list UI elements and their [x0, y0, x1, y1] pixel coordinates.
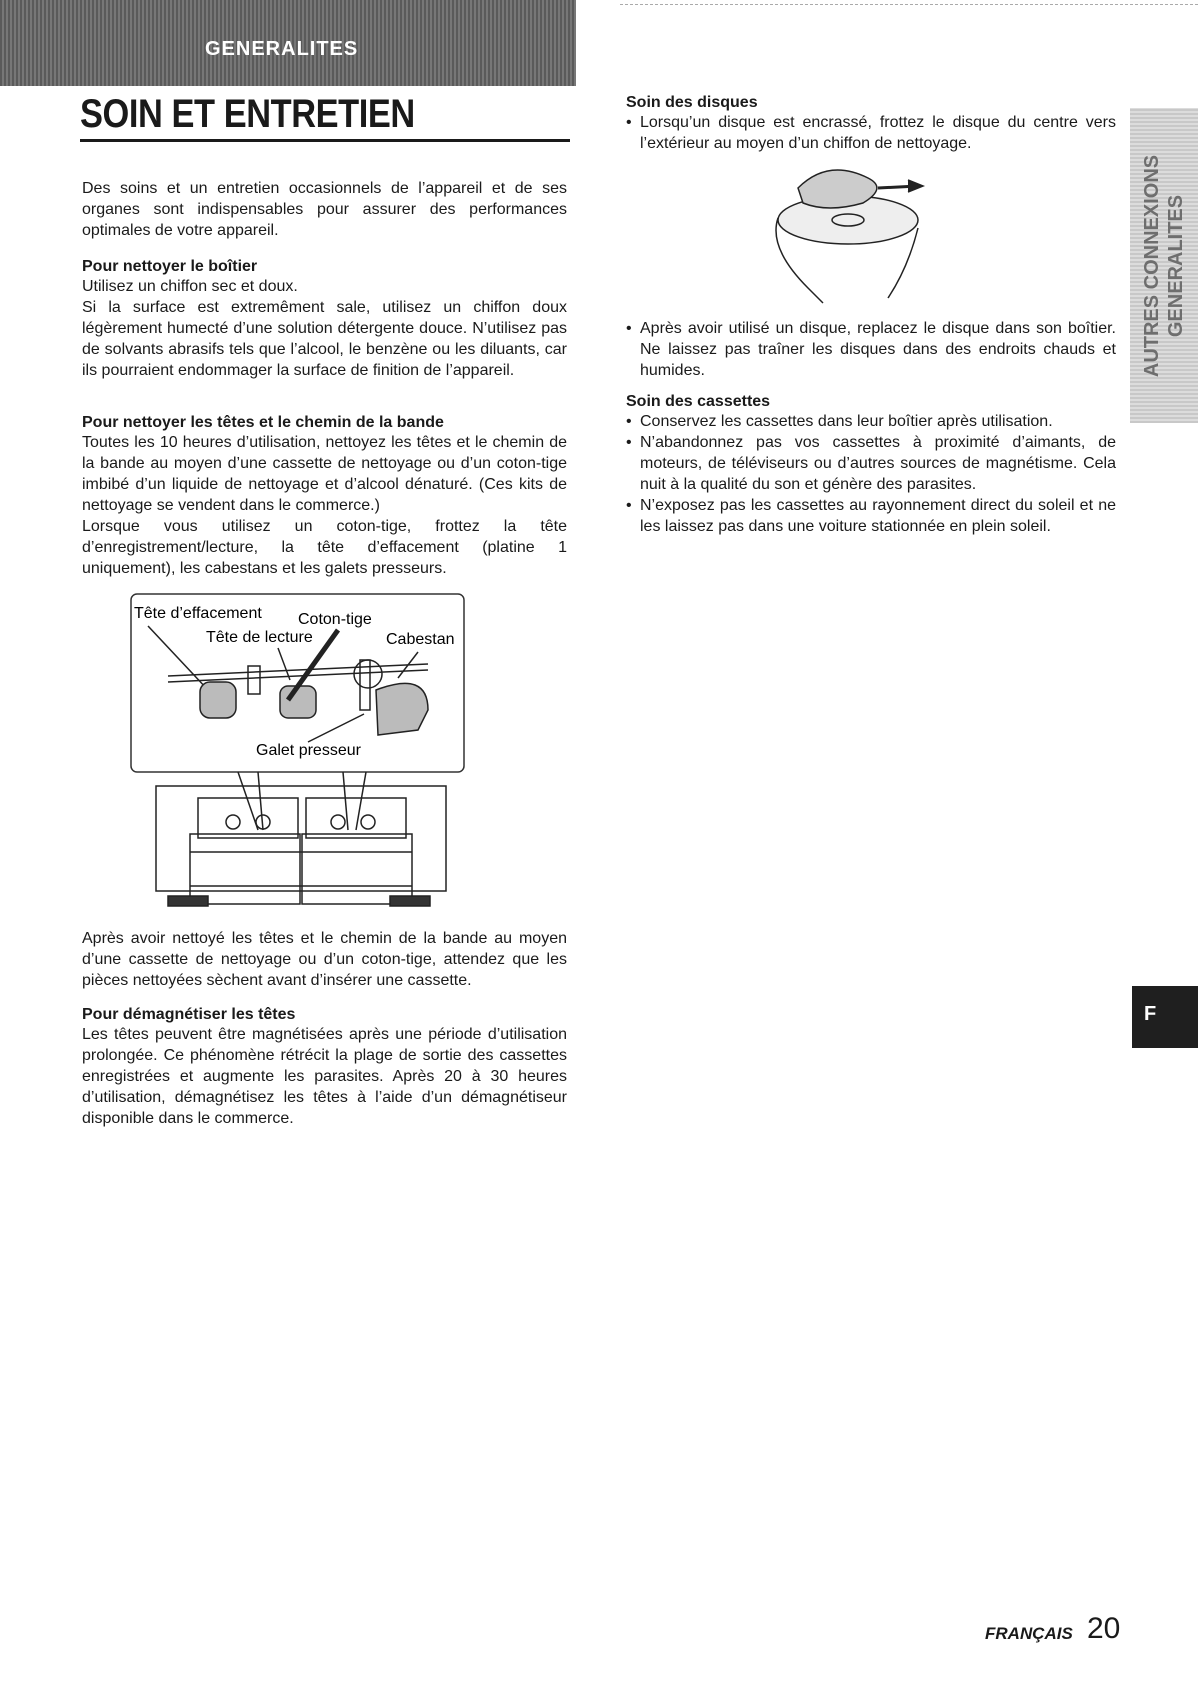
cassette-deck-drawing — [156, 772, 446, 906]
heads-body1: Toutes les 10 heures d’utilisation, nettoyez les têtes et le chemin de la bande au moyen d’une cassette de nettoyage ou d’un coton-tige imbibé d’un liquide de nettoyage et d’alcool dénaturé. (Ces kits de nettoyage se vendent dans le commerce.) — [82, 434, 567, 514]
tape-head-diagram — [128, 590, 468, 915]
label-cotton-swab: Coton-tige — [298, 611, 372, 628]
label-playback-head: Tête de lecture — [206, 629, 313, 646]
footer-language: FRANÇAIS — [985, 1624, 1073, 1643]
top-divider — [620, 4, 1198, 5]
title-underline — [80, 139, 570, 142]
heads-heading: Pour nettoyer les têtes et le chemin de la bande — [82, 414, 444, 431]
language-tab-letter: F — [1144, 1003, 1157, 1025]
cassettes-bullet-list — [626, 411, 1116, 537]
chapter-side-tab — [1130, 108, 1198, 423]
demagnetize-section — [82, 1006, 567, 1129]
side-tab-line1: AUTRES CONNEXIONS — [1141, 154, 1163, 377]
cabinet-line1: Utilisez un chiffon sec et doux. — [82, 278, 298, 295]
discs-heading: Soin des disques — [626, 94, 758, 111]
discs-bullet-list — [626, 112, 1116, 154]
discs-section — [626, 94, 1116, 154]
section-label: GENERALITES — [205, 38, 359, 60]
cassettes-bullet-3: • N’exposez pas les cassettes au rayonnement direct du soleil et ne les laissez pas dans une voiture stationnée en plein soleil. — [626, 495, 1116, 537]
page-number: 20 — [1087, 1612, 1121, 1645]
heads-body2: Lorsque vous utilisez un coton-tige, frottez la tête d’enregistrement/lecture, la tête d’effacement (platine 1 uniquement), les cabestans et les galets presseurs. — [82, 518, 567, 577]
language-tab — [1132, 986, 1198, 1048]
discs-bullet-1: • Lorsqu’un disque est encrassé, frottez le disque du centre vers l’extérieur au moyen d’un chiffon de nettoyage. — [626, 112, 1116, 154]
discs-bullet-2: • Après avoir utilisé un disque, replacez le disque dans son boîtier. Ne laissez pas traîner les disques dans des endroits chauds et humides. — [626, 318, 1116, 381]
cassettes-bullet-1: • Conservez les cassettes dans leur boîtier après utilisation. — [626, 411, 1116, 432]
discs-section-2 — [626, 318, 1116, 381]
demagnetize-heading: Pour démagnétiser les têtes — [82, 1006, 296, 1023]
heads-section — [82, 414, 567, 579]
cassettes-bullet-2: • N’abandonnez pas vos cassettes à proximité d’aimants, de moteurs, de téléviseurs ou d’autres sources de magnétisme. Cela nuit à la qualité du son et génère des parasites. — [626, 432, 1116, 495]
label-pinch-roller: Galet presseur — [256, 742, 361, 759]
cassettes-section — [626, 393, 1116, 537]
after-cleaning-paragraph: Après avoir nettoyé les têtes et le chemin de la bande au moyen d’une cassette de nettoyage ou d’un coton-tige, attendez que les pièces nettoyées sèchent avant d’insérer une cassette. — [82, 930, 567, 989]
disc-cleaning-illustration — [768, 158, 958, 306]
cabinet-section — [82, 258, 567, 381]
cabinet-heading: Pour nettoyer le boîtier — [82, 258, 258, 275]
side-tab-line2: GENERALITES — [1165, 194, 1187, 337]
demagnetize-body: Les têtes peuvent être magnétisées après une période d’utilisation prolongée. Ce phénomène rétrécit la plage de sortie des cassettes enregistrées et augmente les parasites. Après 20 à 30 heures d’utilisation, démagnétisez les têtes à l’aide d’un démagnétiseur disponible dans le commerce. — [82, 1026, 567, 1127]
cabinet-body: Si la surface est extremêment sale, utilisez un chiffon doux légèrement humecté d’une solution détergente douce. N’utilisez pas de solvants abrasifs tels que l’alcool, le benzène ou les diluants, car ils pourraient endommager la surface de finition de l’appareil. — [82, 299, 567, 379]
intro-paragraph: Des soins et un entretien occasionnels de l’appareil et de ses organes sont indispensables pour assurer des performances optimales de votre appareil. — [82, 180, 567, 239]
label-capstan: Cabestan — [386, 631, 455, 648]
page-title: SOIN ET ENTRETIEN — [80, 92, 415, 136]
discs-bullet-list-2 — [626, 318, 1116, 381]
cassettes-heading: Soin des cassettes — [626, 393, 771, 410]
label-erase-head: Tête d’effacement — [134, 605, 262, 622]
side-tab-label — [1140, 154, 1188, 376]
